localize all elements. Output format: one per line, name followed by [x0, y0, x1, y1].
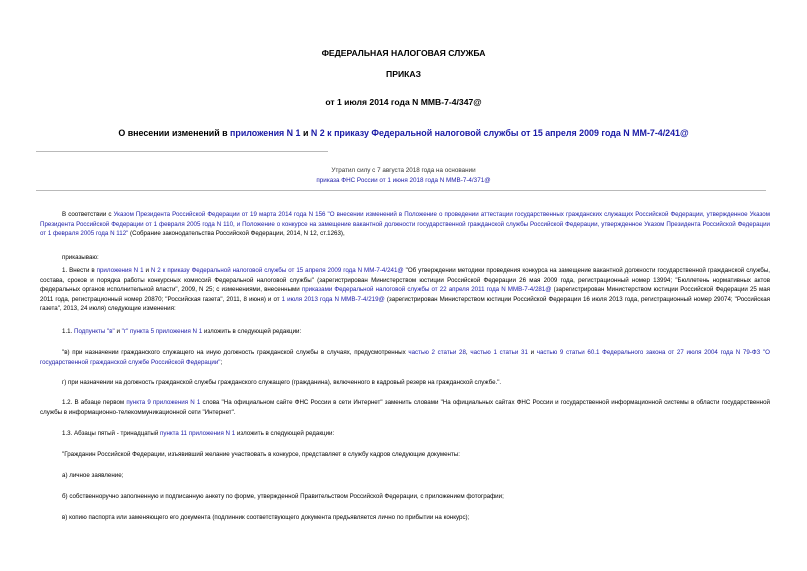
text: и — [143, 267, 151, 274]
link-order-219[interactable]: 1 июля 2013 года N ММВ-7-4/219@ — [281, 295, 385, 303]
title-mid: и — [300, 128, 311, 138]
status-link-wrap — [0, 177, 807, 184]
paragraph-b: б) собственноручно заполненную и подписанную анкету по форме, утвержденной Правительством Российской Федерации, с приложением фотографии; — [62, 493, 504, 500]
paragraph-item-1-1 — [40, 327, 770, 337]
paragraph-documents: "Гражданин Российской Федерации, изъявивший желание участвовать в конкурсе, представляет в службу кадров следующие документы: — [62, 451, 460, 458]
paragraph-sub-v — [40, 348, 770, 367]
paragraph-sub-g: г) при назначении на должность гражданской службы гражданского служащего (гражданина), включенного в кадровый резерв на гражданской службе.". — [62, 379, 502, 386]
divider-long — [36, 190, 766, 191]
text: и — [527, 349, 537, 356]
link-subparagraph-g[interactable]: "г" пункта 5 приложения N 1 — [121, 328, 203, 335]
text: 1. Внести в — [62, 267, 97, 274]
link-order-241[interactable]: N 2 к приказу Федеральной налоговой службы от 15 апреля 2009 года N ММ-7-4/241@ — [150, 267, 404, 274]
paragraph-a: а) личное заявление; — [62, 472, 124, 479]
text: 1.3. Абзацы пятый - тринадцатый — [62, 430, 161, 437]
text: изложить в следующей редакции: — [235, 430, 335, 437]
link-subparagraph-v[interactable]: Подпункты "в" — [74, 328, 115, 335]
title-link-appendix-2[interactable]: N 2 к приказу Федеральной налоговой службы от 15 апреля 2009 года N ММ-7-4/241@ — [310, 128, 689, 138]
paragraph-order: приказываю: — [62, 254, 99, 261]
text: и — [114, 328, 122, 335]
text: В соответствии с — [62, 211, 114, 218]
text: (зарегистрирован Министерством юстиции Российской Федерации 16 июля 2013 года, регистрационный номер 29074; "Российская газета", 2013, 24 июля) следующие изменения: — [40, 295, 770, 313]
link-art-60-1[interactable]: частью 9 статьи 60.1 Федерального закона от 27 июля 2004 года N 79-ФЗ "О государственной гражданской службе Российской Федерации" — [40, 349, 770, 366]
status-line: Утратил силу с 7 августа 2018 года на основании — [331, 167, 476, 174]
document-title — [0, 128, 807, 138]
status-link[interactable]: приказа ФНС России от 1 июня 2018 года N ММВ-7-4/371@ — [316, 177, 491, 184]
text: ; — [220, 358, 223, 366]
text: 1.1. — [62, 328, 75, 335]
title-prefix: О внесении изменений в — [118, 128, 231, 138]
link-appendix-1[interactable]: приложения N 1 — [96, 267, 144, 274]
text: "Об утверждении методики проведения конкурса на замещение вакантной должности государственной гражданской службы, состава, сроков и порядка работы конкурсных комиссий Федеральной налоговой службы" (зарегистрирован Министерством юстиции Российской Федерации 26 мая 2009 года, регистрационный номер 13994; "Бюллетень нормативных актов федеральных органов исполнительной власти", 2009, N 25; с изменениями, внесенными — [40, 267, 770, 294]
link-decree-156[interactable]: Указом Президента Российской Федерации от 19 марта 2014 года N 156 "О внесении изменений в Положение о проведении аттестации государственных гражданских служащих Российской Федерации, утвержденное Указом Президента Российской Федерации от 1 февраля 2005 года N 110, и Положение о конкурсе на замещение вакантной должности государственной гражданской службы Российской Федерации, утвержденное Указом Президента Российской Федерации от 1 февраля 2005 года N 112" — [40, 211, 770, 238]
link-art-28[interactable]: частью 2 статьи 28 — [408, 349, 466, 356]
link-orders-281[interactable]: приказами Федеральной налоговой службы от 22 апреля 2011 года N ММВ-7-4/281@ — [301, 286, 552, 294]
link-item-11[interactable]: пункта 11 приложения N 1 — [160, 430, 236, 437]
paragraph-preamble — [40, 210, 770, 239]
link-item-9[interactable]: пункта 9 приложения N 1 — [126, 399, 201, 406]
paragraph-item-1 — [40, 266, 770, 314]
text: 1.2. В абзаце первом — [62, 399, 127, 406]
text: слова "На официальном сайте ФНС России в сети Интернет" заменить словами "На официальных сайтах ФНС России и государственной информационной системы в области государственной службы в информационно-телекоммуникационной сети "Интернет". — [40, 399, 770, 416]
link-art-31[interactable]: частью 1 статьи 31 — [470, 349, 528, 356]
doc-type-heading: ПРИКАЗ — [386, 69, 421, 79]
text: изложить в следующей редакции: — [202, 328, 302, 335]
divider-short — [36, 151, 328, 152]
paragraph-item-1-2 — [40, 398, 770, 417]
org-heading: ФЕДЕРАЛЬНАЯ НАЛОГОВАЯ СЛУЖБА — [321, 48, 486, 58]
text: , — [465, 349, 471, 356]
paragraph-item-1-3 — [40, 429, 770, 439]
paragraph-v: в) копию паспорта или заменяющего его документа (подлинник соответствующего документа предъявляется лично по прибытии на конкурс); — [62, 514, 470, 521]
text: "в) при назначении гражданского служащего на иную должность гражданской службы в случаях, предусмотренных — [62, 349, 409, 356]
date-number-heading: от 1 июля 2014 года N ММВ-7-4/347@ — [325, 97, 482, 107]
title-link-appendix-1[interactable]: приложения N 1 — [230, 128, 301, 138]
text: (зарегистрирован Министерством юстиции Российской Федерации 25 мая 2011 года, регистрационный номер 20870; "Российская газета", 2011, 8 июня) и от — [40, 286, 770, 303]
text: (Собрание законодательства Российской Федерации, 2014, N 12, ст.1263), — [128, 230, 345, 238]
